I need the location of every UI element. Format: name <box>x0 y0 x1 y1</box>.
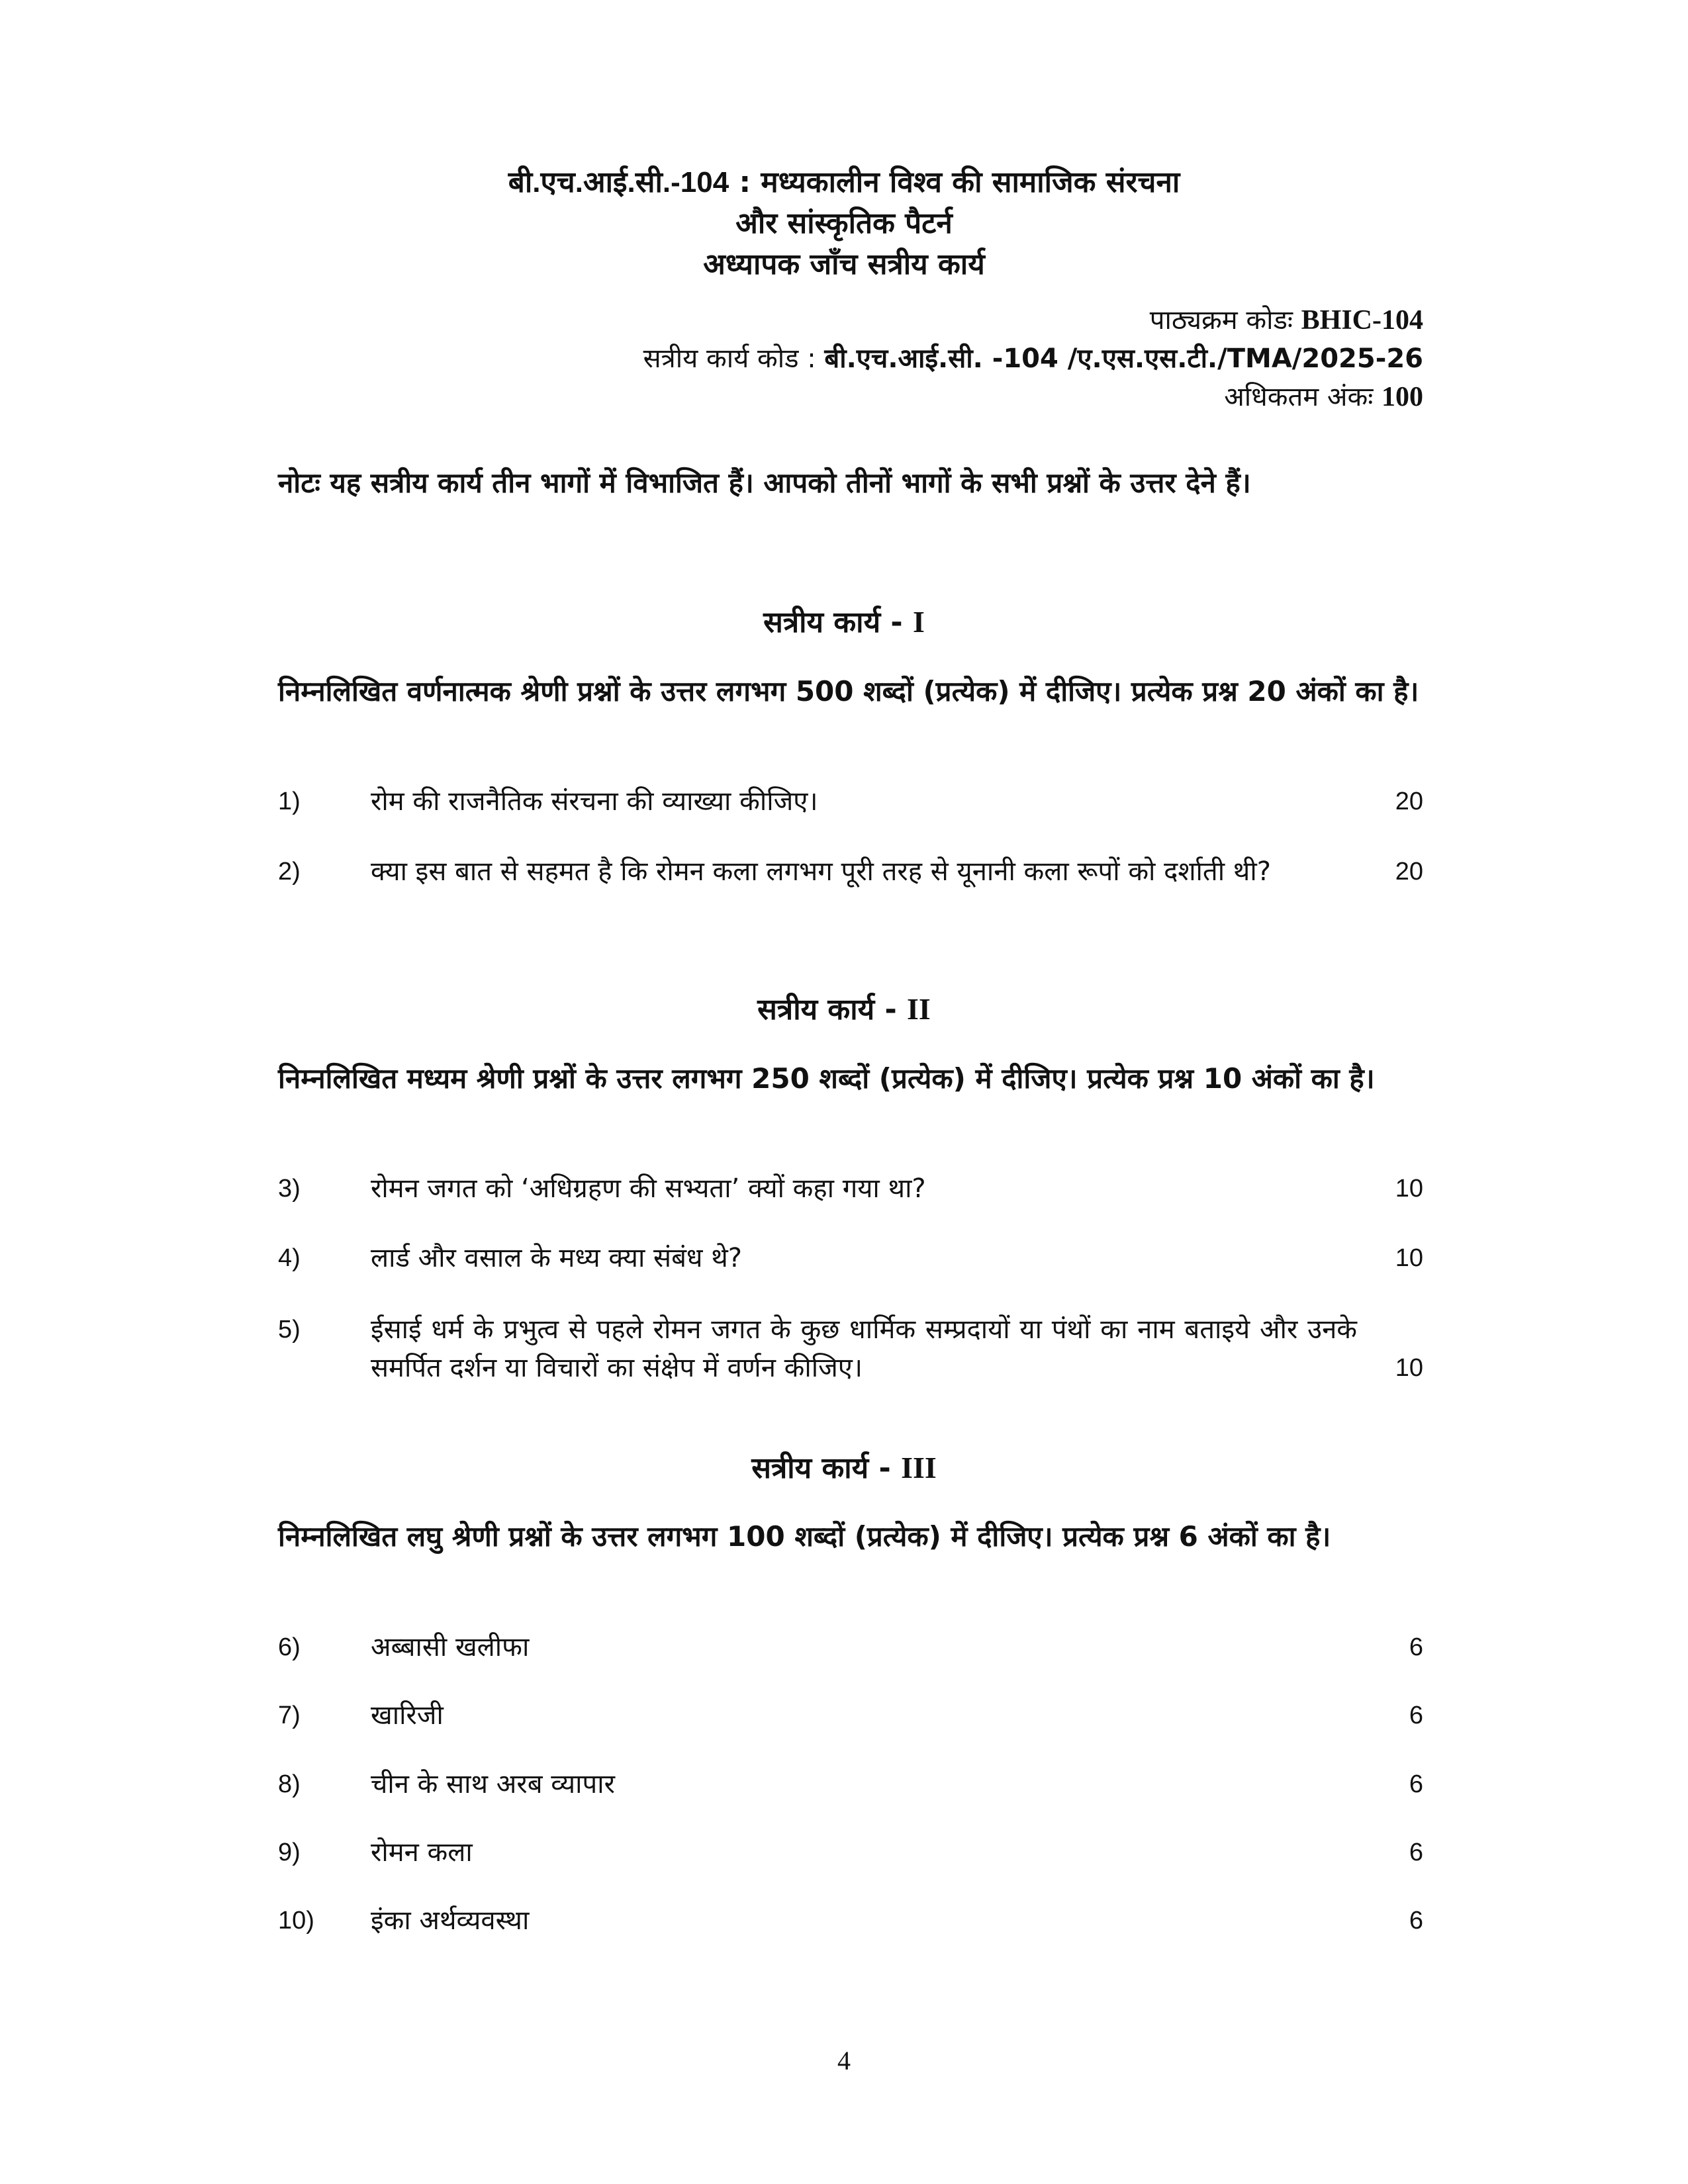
section-instruction-1: निम्नलिखित वर्णनात्मक श्रेणी प्रश्नों के उत्तर लगभग 500 शब्दों (प्रत्येक) में दीजिए। प्रत्येक प्रश्न 20 अंकों का है। <box>278 675 1419 707</box>
section-instruction-3: निम्नलिखित लघु श्रेणी प्रश्नों के उत्तर लगभग 100 शब्दों (प्रत्येक) में दीजिए। प्रत्येक प्रश्न 6 अंकों का है। <box>278 1520 1331 1553</box>
question-number: 10) <box>278 1907 314 1934</box>
question-item <box>278 1628 1423 1666</box>
section-heading-1 <box>0 602 1688 643</box>
question-item <box>278 782 1423 821</box>
title-line-3: अध्यापक जाँच सत्रीय कार्य <box>703 248 985 281</box>
question-marks: 20 <box>1395 788 1423 815</box>
title-course-name: : मध्यकालीन विश्व की सामाजिक संरचना <box>729 165 1180 199</box>
question-item <box>278 1310 1423 1387</box>
question-marks: 6 <box>1409 1633 1423 1661</box>
question-number: 7) <box>278 1702 301 1729</box>
question-text: इंका अर्थव्यवस्था <box>371 1905 530 1936</box>
assignment-code-line <box>496 340 1423 378</box>
assignment-meta <box>496 301 1423 416</box>
question-number: 9) <box>278 1839 301 1866</box>
title-course-code: बी.एच.आई.सी.-104 <box>508 166 729 199</box>
assignment-code-value: बी.एच.आई.सी. -104 /ए.एस.एस.टी./TMA/2025-26 <box>824 343 1423 374</box>
max-marks-label: अधिकतम अंकः <box>1224 382 1382 412</box>
question-text: रोम की राजनैतिक संरचना की व्याख्या कीजिए। <box>371 786 818 817</box>
section-heading-roman: III <box>901 1451 937 1484</box>
question-number: 1) <box>278 788 301 815</box>
section-heading-roman: II <box>907 992 931 1026</box>
question-text: ईसाई धर्म के प्रभुत्व से पहले रोमन जगत के कुछ धार्मिक सम्प्रदायों या पंथों का नाम बताइये और उनके समर्पित दर्शन या विचारों का संक्षेप में वर्णन कीजिए। <box>371 1314 1357 1383</box>
question-number: 4) <box>278 1244 301 1272</box>
question-marks: 6 <box>1409 1907 1423 1934</box>
section-heading-label: सत्रीय कार्य - <box>763 606 913 639</box>
question-number: 2) <box>278 858 301 886</box>
assignment-code-label: सत्रीय कार्य कोड : <box>643 343 825 374</box>
question-marks: 10 <box>1395 1244 1423 1272</box>
question-marks: 6 <box>1409 1770 1423 1798</box>
question-item <box>278 852 1423 891</box>
question-marks: 10 <box>1395 1175 1423 1203</box>
question-marks: 6 <box>1409 1702 1423 1729</box>
course-code-value: BHIC-104 <box>1301 305 1423 336</box>
section-heading-label: सत्रीय कार्य - <box>757 993 908 1026</box>
question-number: 3) <box>278 1175 301 1203</box>
section-heading-2 <box>0 989 1688 1030</box>
question-item <box>278 1239 1423 1277</box>
question-item <box>278 1696 1423 1735</box>
question-item <box>278 1901 1423 1940</box>
max-marks-value: 100 <box>1382 382 1423 412</box>
question-item <box>278 1833 1423 1872</box>
course-code-label: पाठ्यक्रम कोडः <box>1149 305 1301 336</box>
question-text: अब्बासी खलीफा <box>371 1632 530 1662</box>
section-instruction-2: निम्नलिखित मध्यम श्रेणी प्रश्नों के उत्तर लगभग 250 शब्दों (प्रत्येक) में दीजिए। प्रत्येक प्रश्न 10 अंकों का है। <box>278 1062 1375 1095</box>
question-marks: 6 <box>1409 1839 1423 1866</box>
question-text: रोमन जगत को ‘अधिग्रहण की सभ्यता’ क्यों कहा गया था? <box>371 1173 926 1204</box>
question-number: 5) <box>278 1316 301 1343</box>
question-text: खारिजी <box>371 1700 444 1731</box>
title-line-1 <box>0 162 1688 203</box>
section-heading-label: सत्रीय कार्य - <box>751 1451 902 1485</box>
note-text: नोटः यह सत्रीय कार्य तीन भागों में विभाजित हैं। आपको तीनों भागों के सभी प्रश्नों के उत्तर देने हैं। <box>278 467 1251 499</box>
question-marks: 20 <box>1395 858 1423 886</box>
question-marks: 10 <box>1395 1354 1423 1382</box>
question-text: लार्ड और वसाल के मध्य क्या संबंध थे? <box>371 1243 743 1273</box>
document-title <box>0 162 1688 285</box>
question-number: 8) <box>278 1770 301 1798</box>
question-item <box>278 1169 1423 1208</box>
section-heading-roman: I <box>912 605 925 639</box>
title-line-2: और सांस्कृतिक पैटर्न <box>735 206 953 240</box>
section-heading-3 <box>0 1448 1688 1488</box>
question-item <box>278 1765 1423 1803</box>
question-number: 6) <box>278 1633 301 1661</box>
max-marks-line <box>496 378 1423 416</box>
question-text: क्या इस बात से सहमत है कि रोमन कला लगभग पूरी तरह से यूनानी कला रूपों को दर्शाती थी? <box>371 856 1271 887</box>
question-text: रोमन कला <box>371 1837 473 1868</box>
question-text: चीन के साथ अरब व्यापार <box>371 1769 615 1799</box>
course-code-line <box>496 301 1423 340</box>
page-number: 4 <box>837 2046 851 2075</box>
